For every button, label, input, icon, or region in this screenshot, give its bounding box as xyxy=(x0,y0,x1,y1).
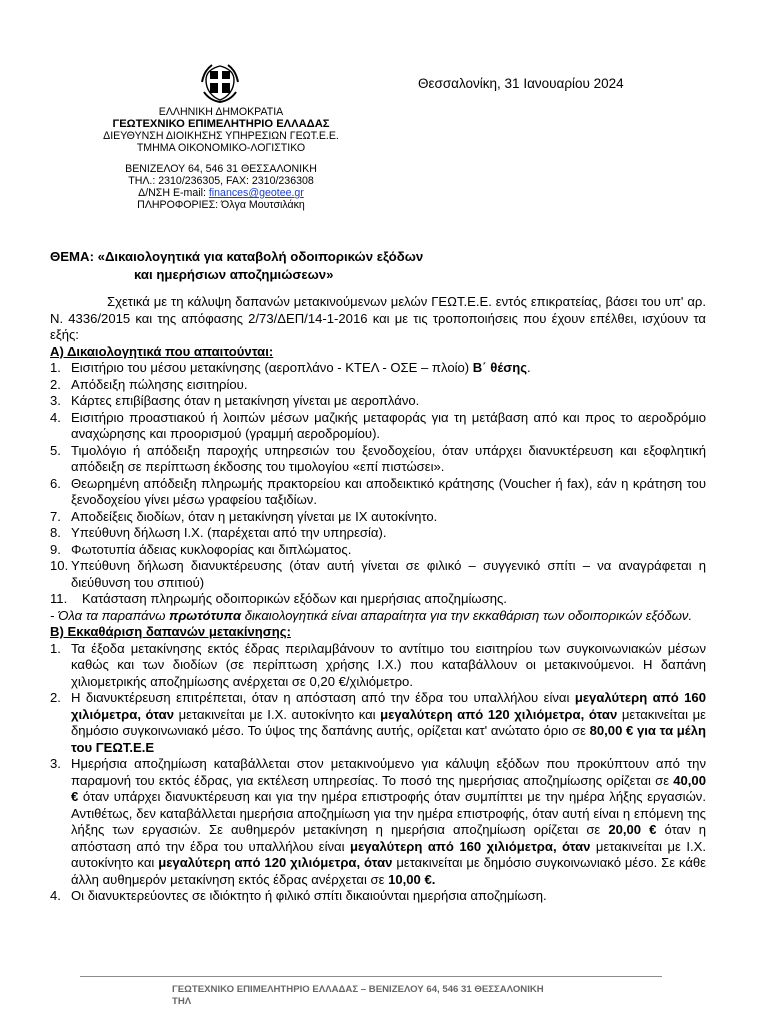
intro-paragraph: Σχετικά με τη κάλυψη δαπανών μετακινούμενων μελών ΓΕΩΤ.Ε.Ε. εντός επικρατείας, βάσει του υπ' αρ. Ν. 4336/2015 και της απόφασης 2/73/ΔΕΠ/14-1-2016 και με τις τροποποιήσεις που έχουν επέλθει, ισχύουν τα εξής: xyxy=(50,294,706,342)
greek-state-emblem-icon xyxy=(198,60,242,104)
list-item: 11. Κατάσταση πληρωμής οδοιπορικών εξόδων και ημερήσιας αποζημίωσης. xyxy=(50,591,507,606)
sender-block xyxy=(80,106,362,211)
sender-info: ΠΛΗΡΟΦΟΡΙΕΣ: Όλγα Μουτσιλάκη xyxy=(137,199,305,211)
footer xyxy=(172,984,544,1008)
list-item: 7. Αποδείξεις διοδίων, όταν η μετακίνηση γίνεται με ΙΧ αυτοκίνητο. xyxy=(50,508,438,524)
list-item: 9. Φωτοτυπία άδειας κυκλοφορίας και διπλώματος. xyxy=(50,541,352,557)
sender-address: ΒΕΝΙΖΕΛΟΥ 64, 546 31 ΘΕΣΣΑΛΟΝΙΚΗ xyxy=(125,163,317,175)
list-item: 3. Ημερήσια αποζημίωση καταβάλλεται στον μετακινούμενο για κάλυψη εξόδων που προκύπτουν από την παραμονή του εκτός έδρας, για εκτέλεση υπηρεσίας. Το ποσό της ημερήσιας αποζημίωσης ορίζεται σε 40,00 € όταν υπάρχει διανυκτέρευση και για την ημέρα επιστροφής όταν συμπίπτει με την ημέρα λήξης εργασιών. Αντιθέτως, δεν καταβάλλεται ημερήσια αποζημίωση για την ημέρα επιστροφής, όταν αυτή είναι η επόμενη της λήξης των εργασιών. Σε αυθημερόν μετακίνηση η ημερήσια αποζημίωση ορίζεται σε 20,00 € όταν η απόσταση από την έδρα του υπαλλήλου είναι μεγαλύτερη από 160 χιλιόμετρα, όταν μετακινείται με Ι.Χ. αυτοκίνητο και μεγαλύτερη από 120 χιλιόμετρα, όταν μετακινείται με δημόσιο συγκοινωνιακό μέσο. Σε κάθε άλλη αυθημερόν μετακίνηση εκτός έδρας ανέρχεται σε 10,00 €. xyxy=(50,756,707,887)
list-item: 1. Τα έξοδα μετακίνησης εκτός έδρας περιλαμβάνουν το αντίτιμο του εισιτηρίου των συγκοινωνιακών μέσων καθώς και των διοδίων (σε περίπτωση χρήσης Ι.Χ.) που καταβάλλουν οι μετακινούμενοι. Η δαπάνη χιλιομετρικής αποζημίωσης ανέρχεται σε 0,20 €/χιλιόμετρο. xyxy=(50,640,706,689)
sender-email-line xyxy=(80,187,362,199)
footer-line-1: ΓΕΩΤΕΧΝΙΚΟ ΕΠΙΜΕΛΗΤΗΡΙΟ ΕΛΛΑΔΑΣ – ΒΕΝΙΖΕΛΟΥ 64, 546 31 ΘΕΣΣΑΛΟΝΙΚΗ xyxy=(172,984,544,995)
sender-directorate: ΔΙΕΥΘΥΝΣΗ ΔΙΟΙΚΗΣΗΣ ΥΠΗΡΕΣΙΩΝ ΓΕΩΤ.Ε.Ε. xyxy=(103,130,339,142)
sender-department: ΤΜΗΜΑ ΟΙΚΟΝΟΜΙΚΟ-ΛΟΓΙΣΤΙΚΟ xyxy=(136,142,306,154)
list-item: 1. Εισιτήριο του μέσου μετακίνησης (αεροπλάνο - ΚΤΕΛ - ΟΣΕ – πλοίο) Β΄ θέσης. xyxy=(50,360,531,375)
list-item: 10. Υπεύθυνη δήλωση διανυκτέρευσης (όταν αυτή γίνεται σε φιλικό – συγγενικό σπίτι – να αναγράφεται η διεύθυνση του σπιτιού) xyxy=(50,558,706,590)
sender-chamber: ΓΕΩΤΕΧΝΙΚΟ ΕΠΙΜΕΛΗΤΗΡΙΟ ΕΛΛΑΔΑΣ xyxy=(112,118,330,130)
list-item: 4. Οι διανυκτερεύοντες σε ιδιόκτητο ή φιλικό σπίτι δικαιούνται ημερήσια αποζημίωση. xyxy=(50,888,547,903)
section-a-list xyxy=(50,360,706,608)
subject xyxy=(50,248,423,284)
list-item: 8. Υπεύθυνη δήλωση Ι.Χ. (παρέχεται από την υπηρεσία). xyxy=(50,525,387,540)
sender-phone: ΤΗΛ.: 2310/236305, FAX: 2310/236308 xyxy=(128,175,314,187)
list-item: 2. Απόδειξη πώλησης εισιτηρίου. xyxy=(50,376,248,392)
list-item: 4. Εισιτήριο προαστιακού ή λοιπών μέσων μαζικής μεταφοράς για τη μετάβαση από και προς το αεροδρόμιο αναχώρησης και προορισμού (γραμμή αεροδρομίου). xyxy=(50,409,706,441)
letter-body xyxy=(50,294,706,905)
section-b-list xyxy=(50,641,706,905)
list-item: 3. Κάρτες επιβίβασης όταν η μετακίνηση γίνεται με αεροπλάνο. xyxy=(50,393,420,408)
subject-line-2: και ημερήσιων αποζημιώσεων» xyxy=(134,267,334,282)
originals-note: - Όλα τα παραπάνω πρωτότυπα δικαιολογητικά είναι απαραίτητα για την εκκαθάριση των οδοιπορικών εξόδων. xyxy=(50,607,693,623)
sender-republic: ΕΛΛΗΝΙΚΗ ΔΗΜΟΚΡΑΤΙΑ xyxy=(158,106,284,118)
list-item: 6. Θεωρημένη απόδειξη πληρωμής πρακτορείου και αποδεικτικό κράτησης (Voucher ή fax), εάν η κράτηση του ξενοδοχείου γίνει μέσω γραφείου ταξιδίων. xyxy=(50,475,706,507)
email-label: Δ/ΝΣΗ E-mail: xyxy=(138,187,209,199)
subject-line-1: ΘΕΜΑ: «Δικαιολογητικά για καταβολή οδοιπορικών εξόδων xyxy=(50,249,424,264)
footer-line-2: ΤΗΛ xyxy=(172,996,192,1007)
email-link[interactable]: finances@geotee.gr xyxy=(208,187,304,199)
section-b-heading: Β) Εκκαθάριση δαπανών μετακίνησης: xyxy=(50,624,291,639)
list-item: 2. Η διανυκτέρευση επιτρέπεται, όταν η απόσταση από την έδρα του υπαλλήλου είναι μεγαλύτερη από 160 χιλιόμετρα, όταν μετακινείται με Ι.Χ. αυτοκίνητο και μεγαλύτερη από 120 χιλιόμετρα, όταν μετακινείται με δημόσιο συγκοινωνιακό μέσο. Το ύψος της δαπάνης αυτής, ορίζεται κατ' ανώτατο όριο σε 80,00 € για τα μέλη του ΓΕΩΤ.Ε.Ε xyxy=(50,690,706,755)
letter-date: Θεσσαλονίκη, 31 Ιανουαρίου 2024 xyxy=(418,76,624,91)
section-a-heading: Α) Δικαιολογητικά που απαιτούνται: xyxy=(50,343,274,359)
list-item: 5. Τιμολόγιο ή απόδειξη παροχής υπηρεσιών του ξενοδοχείου, όταν υπάρχει διανυκτέρευση και εξοφλητική απόδειξη σε περίπτωση έκδοσης του τιμολογίου «επί πιστώσει». xyxy=(50,442,706,474)
footer-divider xyxy=(80,976,662,977)
